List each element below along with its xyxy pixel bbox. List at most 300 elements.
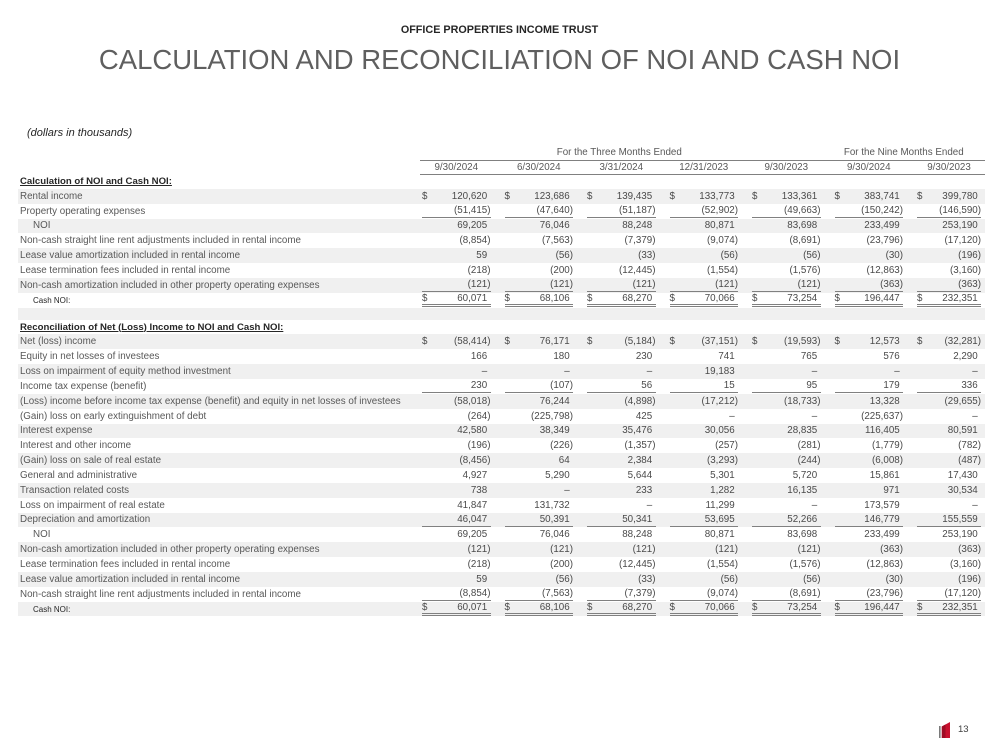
value: (196): [467, 440, 491, 452]
value-cell: [915, 513, 985, 528]
value-box: [505, 410, 574, 423]
value-cell: [420, 424, 503, 439]
value-box: [505, 350, 574, 363]
value-cell: [420, 293, 503, 308]
value-cell: [420, 513, 503, 528]
row-label: Depreciation and amortization: [18, 513, 420, 528]
value-box: [505, 513, 574, 527]
value: 4,927: [462, 469, 488, 481]
value-box: [670, 602, 739, 616]
value: 76,171: [539, 336, 570, 348]
value-box: [587, 335, 656, 348]
value-box: [835, 395, 904, 408]
value: 69,205: [457, 220, 488, 232]
value-box: [835, 602, 904, 616]
value-box: [670, 395, 739, 408]
value: (8,456): [459, 455, 491, 467]
value-cell: [668, 204, 751, 219]
value-cell: [668, 394, 751, 409]
value-box: [670, 424, 739, 437]
value-box: [422, 249, 491, 262]
value-cell: [833, 453, 916, 468]
value: 738: [470, 484, 488, 496]
value-box: [422, 365, 491, 378]
value: (23,796): [866, 235, 904, 247]
value-cell: [668, 513, 751, 528]
value-cell: [420, 394, 503, 409]
value: (19,593): [784, 336, 821, 348]
value-cell: [833, 189, 916, 204]
value-box: [835, 278, 904, 292]
value-cell: [668, 263, 751, 278]
currency-symbol: $: [422, 293, 428, 305]
value-box: [422, 484, 491, 497]
value: 68,270: [622, 602, 653, 614]
value-cell: [833, 334, 916, 349]
row-depreciation-and-amortization: [18, 513, 985, 528]
value-cell: [915, 278, 985, 293]
value-cell: [833, 602, 916, 617]
value-box: [835, 219, 904, 232]
value-box: [835, 573, 904, 586]
row-non-cash-amortization: [18, 542, 985, 557]
value: (7,563): [541, 235, 573, 247]
value: –: [729, 410, 735, 422]
value: (30): [885, 573, 904, 585]
value: (121): [797, 279, 821, 291]
value-cell: [915, 394, 985, 409]
value: (281): [797, 440, 821, 452]
column-header-row: [18, 160, 985, 174]
row-lease-termination-fees: [18, 263, 985, 278]
value-box: [835, 234, 904, 247]
value-cell: [585, 468, 668, 483]
value: (17,120): [944, 588, 982, 600]
value: 60,071: [457, 602, 488, 614]
value-cell: [503, 587, 586, 602]
value: 12,573: [869, 336, 900, 348]
value-box: [422, 234, 491, 247]
value-box: [917, 249, 981, 262]
value-box: [835, 587, 904, 601]
row-label: NOI: [18, 219, 420, 234]
row-label: Non-cash straight line rent adjustments included in rental income: [20, 588, 301, 600]
row-label: Non-cash amortization included in other property operating expenses: [18, 278, 420, 293]
value-cell: [833, 409, 916, 424]
value-cell: [503, 438, 586, 453]
value: (37,151): [701, 336, 738, 348]
row-noi: [18, 219, 985, 234]
value-box: [505, 439, 574, 452]
value-cell: [585, 233, 668, 248]
value-box: [587, 278, 656, 292]
row-label: (Gain) loss on sale of real estate: [18, 453, 420, 468]
value: (17,212): [701, 395, 738, 407]
value: 233,499: [864, 220, 900, 232]
value: (121): [715, 544, 738, 556]
value-box: [670, 499, 739, 512]
value-cell: [420, 438, 503, 453]
value-box: [917, 573, 981, 586]
value-cell: [750, 438, 833, 453]
value-cell: [915, 248, 985, 263]
value: (121): [797, 544, 821, 556]
row-income-before-tax: [18, 394, 985, 409]
value: (8,854): [459, 588, 491, 600]
value: (218): [467, 264, 491, 276]
value: 69,205: [457, 529, 488, 541]
value-cell: [668, 557, 751, 572]
value-cell: [420, 483, 503, 498]
value-box: [670, 558, 739, 571]
value-box: [835, 293, 904, 307]
value: 5,301: [710, 469, 735, 481]
value-box: [752, 424, 821, 437]
currency-symbol: $: [752, 190, 758, 202]
value: 1,282: [710, 484, 735, 496]
value: 28,835: [787, 425, 818, 437]
value: (29,655): [944, 395, 982, 407]
value-cell: [585, 248, 668, 263]
value: 76,046: [539, 529, 570, 541]
value-box: [752, 573, 821, 586]
value-cell: [915, 542, 985, 557]
row-straight-line-rent-adjustments: [18, 233, 985, 248]
value-cell: [668, 453, 751, 468]
value: 383,741: [864, 190, 900, 202]
value-box: [752, 365, 821, 378]
value: (225,637): [861, 410, 904, 422]
value-cell: [833, 587, 916, 602]
value: (244): [797, 455, 821, 467]
value-cell: [420, 364, 503, 379]
value-cell: [915, 557, 985, 572]
row-straight-line-rent-adjustments: [18, 587, 985, 602]
value: 88,248: [622, 529, 653, 541]
value-cell: [915, 189, 985, 204]
value-cell: [750, 364, 833, 379]
value-box: [587, 558, 656, 571]
value-box: [752, 558, 821, 571]
value: (363): [958, 279, 982, 291]
value: 399,780: [942, 190, 978, 202]
value-box: [917, 204, 981, 218]
value-cell: [585, 557, 668, 572]
value-box: [752, 602, 821, 616]
value-cell: [750, 204, 833, 219]
value-box: [752, 335, 821, 348]
value-box: [505, 469, 574, 482]
value-box: [835, 484, 904, 497]
value-box: [835, 543, 904, 556]
value-cell: [750, 542, 833, 557]
value: 155,559: [942, 513, 978, 525]
value-cell: [503, 379, 586, 394]
value: (121): [632, 544, 656, 556]
value: 68,106: [539, 293, 570, 305]
value-cell: [915, 483, 985, 498]
value-box: [505, 543, 574, 556]
value-cell: [750, 219, 833, 234]
value: 95: [806, 380, 818, 392]
value-box: [505, 293, 574, 307]
value-cell: [915, 602, 985, 617]
value-box: [670, 528, 739, 541]
value-box: [587, 543, 656, 556]
value-box: [505, 379, 574, 393]
row-label: Net (loss) income: [18, 334, 420, 349]
value-cell: [833, 424, 916, 439]
row-label: Property operating expenses: [20, 205, 146, 217]
value-cell: [585, 424, 668, 439]
value: 50,391: [539, 513, 570, 525]
value-cell: [420, 204, 503, 219]
row-label: Lease termination fees included in rental income: [20, 559, 231, 571]
value-cell: [585, 572, 668, 587]
value-cell: [668, 349, 751, 364]
currency-symbol: $: [752, 293, 758, 305]
value-box: [505, 190, 574, 203]
value: (487): [958, 455, 982, 467]
value-box: [587, 293, 656, 307]
value: 83,698: [787, 529, 818, 541]
value: 35,476: [622, 425, 653, 437]
value-box: [670, 249, 739, 262]
value-box: [587, 573, 656, 586]
currency-symbol: $: [834, 602, 840, 614]
value-cell: [833, 572, 916, 587]
value-cell: [585, 513, 668, 528]
opi-logo-icon: [939, 722, 951, 738]
value-cell: [668, 587, 751, 602]
value-cell: [750, 189, 833, 204]
row-label: Rental income: [18, 189, 420, 204]
value-cell: [503, 394, 586, 409]
value-cell: [915, 424, 985, 439]
value-cell: [668, 542, 751, 557]
value-cell: [668, 364, 751, 379]
value: 576: [883, 351, 900, 363]
value: –: [972, 410, 978, 422]
value-box: [587, 469, 656, 482]
value-box: [752, 379, 821, 393]
value: 68,270: [622, 293, 653, 305]
value-box: [917, 264, 981, 277]
spacer-cell: [18, 308, 985, 320]
currency-symbol: $: [504, 336, 510, 348]
value-box: [670, 543, 739, 556]
currency-symbol: $: [422, 190, 428, 202]
value: 80,871: [704, 220, 735, 232]
currency-symbol: $: [669, 602, 675, 614]
value-box: [835, 424, 904, 437]
row-label: (Gain) loss on early extinguishment of debt: [20, 410, 207, 422]
row-early-extinguishment-of-debt: [18, 409, 985, 424]
value: (121): [467, 544, 491, 556]
value-box: [752, 469, 821, 482]
value-box: [505, 335, 574, 348]
row-label: Interest expense: [18, 424, 420, 439]
value: (51,187): [619, 205, 656, 217]
value-box: [422, 395, 491, 408]
period-group-three-months: For the Three Months Ended: [420, 146, 833, 160]
value-cell: [585, 542, 668, 557]
value-cell: [833, 278, 916, 293]
currency-symbol: $: [834, 190, 840, 202]
value: (1,357): [624, 440, 656, 452]
value: (363): [958, 544, 982, 556]
value: 42,580: [457, 425, 488, 437]
value: –: [972, 499, 978, 511]
value-cell: [833, 349, 916, 364]
value-box: [752, 350, 821, 363]
value: 59: [476, 250, 488, 262]
value: (32,281): [944, 336, 982, 348]
value: 76,046: [539, 220, 570, 232]
currency-symbol: $: [917, 190, 923, 202]
value-cell: [833, 438, 916, 453]
value-cell: [668, 379, 751, 394]
value-box: [670, 234, 739, 247]
column-header-date: 3/31/2024: [585, 160, 668, 174]
currency-symbol: $: [587, 293, 593, 305]
value-cell: [915, 263, 985, 278]
currency-symbol: $: [669, 336, 675, 348]
value: 232,351: [942, 602, 978, 614]
value: (12,445): [619, 559, 656, 571]
row-non-cash-amortization: [18, 278, 985, 293]
row-net-loss-income: [18, 334, 985, 349]
value-box: [505, 602, 574, 616]
value-box: [422, 513, 491, 527]
value: 13,328: [869, 395, 900, 407]
value: (12,445): [619, 264, 656, 276]
value: –: [646, 499, 653, 511]
currency-symbol: $: [422, 602, 428, 614]
value-box: [422, 204, 491, 218]
value-box: [917, 424, 981, 437]
value-box: [835, 469, 904, 482]
value-cell: [585, 364, 668, 379]
row-cash-noi: [18, 293, 985, 308]
value-cell: [833, 263, 916, 278]
value: 971: [883, 484, 900, 496]
value-cell: [503, 189, 586, 204]
value: –: [811, 410, 818, 422]
value-box: [670, 293, 739, 307]
value-cell: [833, 293, 916, 308]
value: (225,798): [531, 410, 573, 422]
value: (7,379): [624, 588, 656, 600]
value-box: [917, 602, 981, 616]
value-box: [670, 379, 739, 393]
value-cell: [915, 233, 985, 248]
row-label: Non-cash straight line rent adjustments included in rental income: [20, 235, 301, 247]
value-cell: [750, 602, 833, 617]
value-box: [752, 528, 821, 541]
row-interest-expense: [18, 424, 985, 439]
value-cell: [750, 248, 833, 263]
row-impairment-equity-method-investment: [18, 364, 985, 379]
value-box: [422, 587, 491, 601]
value-cell: [668, 527, 751, 542]
value-box: [670, 469, 739, 482]
value-cell: [503, 233, 586, 248]
value-box: [835, 350, 904, 363]
value-box: [917, 410, 981, 423]
value-box: [670, 573, 739, 586]
column-header-date: 6/30/2024: [503, 160, 586, 174]
row-lease-termination-fees: [18, 557, 985, 572]
value-cell: [503, 263, 586, 278]
value-box: [587, 439, 656, 452]
value-cell: [585, 394, 668, 409]
value-box: [587, 528, 656, 541]
value-cell: [585, 263, 668, 278]
value-box: [752, 293, 821, 307]
column-header-date: 9/30/2024: [420, 160, 503, 174]
value: (5,184): [624, 336, 656, 348]
value-cell: [668, 219, 751, 234]
value: 64: [558, 455, 570, 467]
value-box: [587, 424, 656, 437]
value-cell: [585, 278, 668, 293]
value: 196,447: [864, 293, 900, 305]
value-cell: [750, 468, 833, 483]
currency-symbol: $: [917, 293, 923, 305]
value-box: [587, 484, 656, 497]
value: –: [972, 366, 978, 378]
value: 741: [718, 351, 735, 363]
value-cell: [420, 219, 503, 234]
value: 233,499: [864, 529, 900, 541]
value: (56): [803, 250, 821, 262]
value: 131,732: [534, 499, 570, 511]
value: 5,644: [627, 469, 653, 481]
value-cell: [833, 364, 916, 379]
value-cell: [750, 557, 833, 572]
value-box: [835, 190, 904, 203]
value-cell: [833, 498, 916, 513]
value-cell: [833, 248, 916, 263]
value-box: [917, 454, 981, 467]
value: (56): [720, 573, 738, 585]
value: (200): [550, 559, 573, 571]
value-cell: [915, 409, 985, 424]
value-box: [670, 264, 739, 277]
value-cell: [503, 349, 586, 364]
row-cash-noi: [18, 602, 985, 617]
column-header-date: 9/30/2023: [915, 160, 985, 174]
row-label: Lease value amortization included in rental income: [18, 572, 420, 587]
value-cell: [668, 248, 751, 263]
value-box: [752, 249, 821, 262]
value-cell: [503, 468, 586, 483]
value-cell: [668, 468, 751, 483]
row-lease-value-amortization: [18, 572, 985, 587]
value-cell: [503, 602, 586, 617]
value: (146,590): [939, 205, 982, 217]
row-rental-income: [18, 189, 985, 204]
value-box: [422, 469, 491, 482]
row-interest-and-other-income: [18, 438, 985, 453]
value-cell: [503, 364, 586, 379]
value: 41,847: [457, 499, 488, 511]
value: 230: [470, 380, 488, 392]
value: (8,854): [459, 235, 491, 247]
value: (121): [467, 279, 491, 291]
value-box: [587, 190, 656, 203]
